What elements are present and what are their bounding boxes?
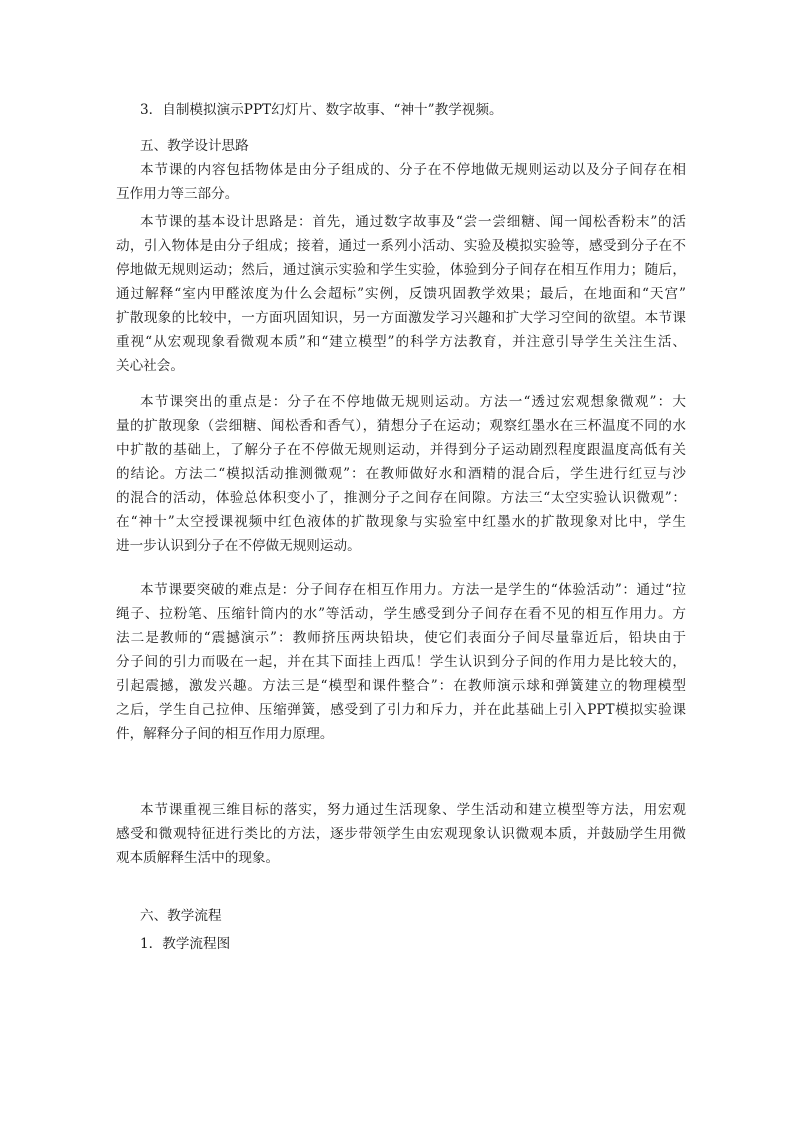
list-item-1: 1．教学流程图 xyxy=(140,936,231,952)
paragraph-line: 本节课突出的重点是：分子在不停地做无规则运动。方法一“透过宏观想象微观”：大 xyxy=(140,394,686,410)
paragraph-line: 本节课的基本设计思路是：首先，通过数字故事及“尝一尝细糖、闻一闻松香粉末”的活 xyxy=(140,214,686,230)
section-heading-5: 五、教学设计思路 xyxy=(140,138,249,154)
paragraph-line: 件，解释分子间的相互作用力原理。 xyxy=(116,726,334,742)
paragraph-line: 量的扩散现象（尝细糖、闻松香和香气），猜想分子在运动；观察红墨水在三杯温度不同的水 xyxy=(116,418,686,434)
paragraph-line: 分子间的引力而吸在一起，并在其下面挂上西瓜！学生认识到分子间的作用力是比较大的， xyxy=(116,654,686,670)
paragraph-line: 本节课要突破的难点是：分子间存在相互作用力。方法一是学生的“体验活动”：通过“拉 xyxy=(140,582,686,598)
paragraph-line: 扩散现象的比较中，一方面巩固知识，另一方面激发学习兴趣和扩大学习空间的欲望。本节课 xyxy=(116,310,686,326)
section-heading-6: 六、教学流程 xyxy=(140,908,222,924)
paragraph-line: 法二是教师的“震撼演示”：教师挤压两块铅块，使它们表面分子间尽量靠近后，铅块由于 xyxy=(116,630,686,646)
paragraph-line: 在“神十”太空授课视频中红色液体的扩散现象与实验室中红墨水的扩散现象对比中，学生 xyxy=(116,514,686,530)
paragraph-line: 关心社会。 xyxy=(116,358,184,374)
paragraph-line: 的混合的活动，体验总体积变小了，推测分子之间存在间隙。方法三“太空实验认识微观”： xyxy=(116,490,686,506)
paragraph-line: 重视“从宏观现象看微观本质”和“建立模型”的科学方法教育，并注意引导学生关注生活、 xyxy=(116,334,686,350)
paragraph-line: 本节课重视三维目标的落实，努力通过生活现象、学生活动和建立模型等方法，用宏观 xyxy=(140,802,686,818)
paragraph-line: 通过解释“室内甲醛浓度为什么会超标”实例，反馈巩固教学效果；最后，在地面和“天宫” xyxy=(116,286,686,302)
paragraph-line: 进一步认识到分子在不停做无规则运动。 xyxy=(116,538,361,554)
paragraph-line: 停地做无规则运动；然后，通过演示实验和学生实验，体验到分子间存在相互作用力；随后， xyxy=(116,262,686,278)
paragraph-line: 感受和微观特征进行类比的方法，逐步带领学生由宏观现象认识微观本质，并鼓励学生用微 xyxy=(116,826,686,842)
paragraph-line: 绳子、拉粉笔、压缩针筒内的水”等活动，学生感受到分子间存在看不见的相互作用力。方 xyxy=(116,606,686,622)
paragraph-line: 引起震撼，激发兴趣。方法三是“模型和课件整合”：在教师演示球和弹簧建立的物理模型 xyxy=(116,678,686,694)
paragraph-line: 的结论。方法二“模拟活动推测微观”：在教师做好水和酒精的混合后，学生进行红豆与沙 xyxy=(116,466,686,482)
paragraph-line: 本节课的内容包括物体是由分子组成的、分子在不停地做无规则运动以及分子间存在相 xyxy=(140,162,686,178)
paragraph-line: 之后，学生自己拉伸、压缩弹簧，感受到了引力和斥力，并在此基础上引入PPT模拟实验课 xyxy=(116,702,686,718)
paragraph-line: 观本质解释生活中的现象。 xyxy=(116,850,280,866)
list-item-3: 3．自制模拟演示PPT幻灯片、数字故事、“神十”教学视频。 xyxy=(140,102,503,118)
paragraph-line: 互作用力等三部分。 xyxy=(116,186,239,202)
paragraph-line: 中扩散的基础上，了解分子在不停做无规则运动，并得到分子运动剧烈程度跟温度高低有关 xyxy=(116,442,686,458)
paragraph-line: 动，引入物体是由分子组成；接着，通过一系列小活动、实验及模拟实验等，感受到分子在不 xyxy=(116,238,686,254)
